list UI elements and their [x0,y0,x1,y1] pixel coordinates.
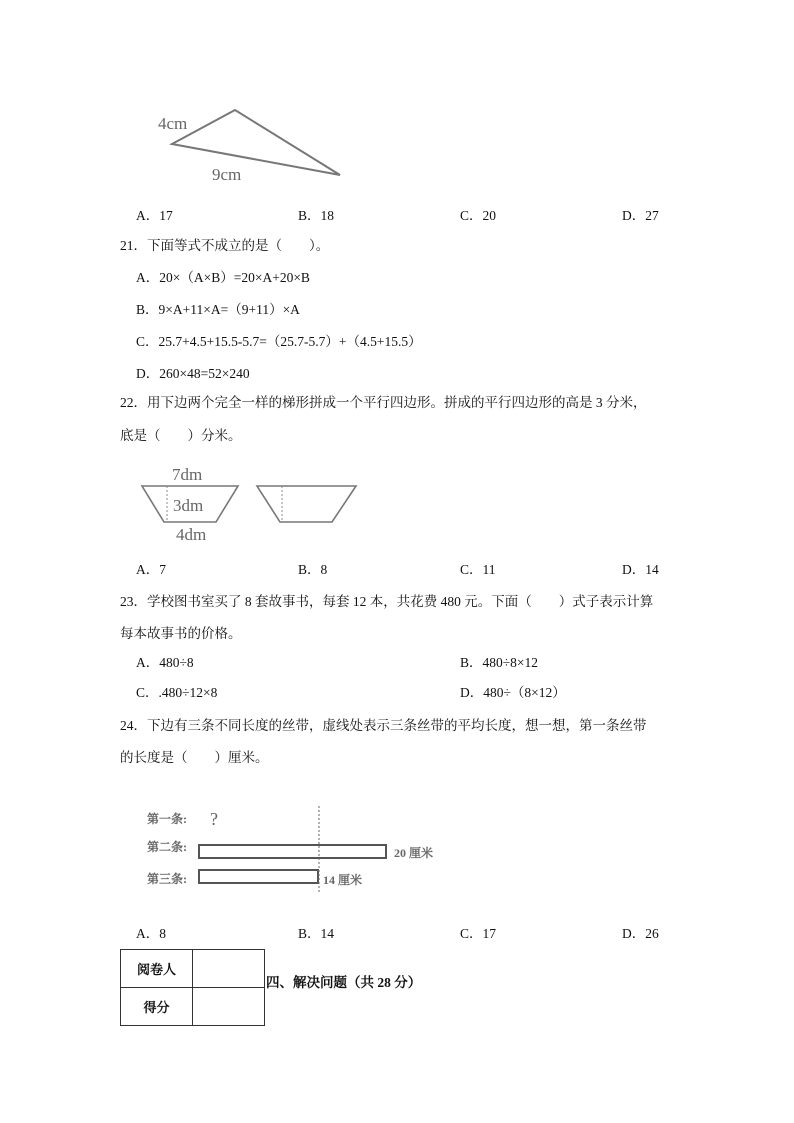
svg-text:3dm: 3dm [173,496,204,515]
reviewer-cell[interactable] [193,950,265,988]
q21-stem: 21．下面等式不成立的是（ ）。 [120,238,330,253]
q22-stem-line1: 22．用下边两个完全一样的梯形拼成一个平行四边形。拼成的平行四边形的高是 3 分米， [120,395,647,410]
q23-option-b[interactable]: B．480÷8×12 [460,655,539,670]
svg-text:第二条:: 第二条: [147,840,187,854]
svg-text:14 厘米: 14 厘米 [323,873,363,887]
q22-option-a[interactable]: A．7 [136,562,166,577]
q22-stem-line2: 底是（ ）分米。 [120,428,242,443]
q20-option-b[interactable]: B．18 [298,208,335,223]
q22-option-d[interactable]: D．14 [622,562,659,577]
q23-option-a[interactable]: A．480÷8 [136,655,194,670]
section-heading: 四、解决问题（共 28 分） [266,975,422,990]
q24-option-c[interactable]: C．17 [460,926,497,941]
q21-option-d[interactable]: D．260×48=52×240 [136,366,250,381]
q20-option-c[interactable]: C．20 [460,208,497,223]
svg-text:9cm: 9cm [212,165,242,184]
triangle-figure [150,100,360,190]
q24-option-d[interactable]: D．26 [622,926,659,941]
q21-option-a[interactable]: A．20×（A×B）=20×A+20×B [136,270,310,285]
svg-text:第三条:: 第三条: [147,872,187,886]
q23-stem-line2: 每本故事书的价格。 [120,626,242,641]
reviewer-label: 阅卷人 [121,950,193,988]
q20-option-d[interactable]: D．27 [622,208,659,223]
ribbon-figure [145,800,445,895]
q22-option-c[interactable]: C．11 [460,562,496,577]
svg-text:4cm: 4cm [158,114,188,133]
q21-option-b[interactable]: B．9×A+11×A=（9+11）×A [136,302,300,317]
score-label: 得分 [121,988,193,1026]
q22-option-b[interactable]: B．8 [298,562,328,577]
svg-text:?: ? [210,809,218,829]
svg-text:4dm: 4dm [176,525,207,544]
svg-text:7dm: 7dm [172,465,203,484]
q23-option-d[interactable]: D．480÷（8×12） [460,685,566,700]
q24-option-b[interactable]: B．14 [298,926,335,941]
q24-stem-line2: 的长度是（ ）厘米。 [120,750,269,765]
q23-stem-line1: 23．学校图书室买了 8 套故事书，每套 12 本，共花费 480 元。下面（ ）式子表示计算 [120,594,654,609]
trapezoid-figure [138,460,368,545]
q21-option-c[interactable]: C．25.7+4.5+15.5-5.7=（25.7-5.7）+（4.5+15.5） [136,334,422,349]
score-cell[interactable] [193,988,265,1026]
q23-option-c[interactable]: C．.480÷12×8 [136,685,218,700]
svg-text:第一条:: 第一条: [147,812,187,826]
q24-stem-line1: 24．下边有三条不同长度的丝带，虚线处表示三条丝带的平均长度，想一想，第一条丝带 [120,718,647,733]
q20-option-a[interactable]: A．17 [136,208,173,223]
svg-text:20 厘米: 20 厘米 [394,846,434,860]
score-table [120,949,265,1026]
q24-option-a[interactable]: A．8 [136,926,166,941]
